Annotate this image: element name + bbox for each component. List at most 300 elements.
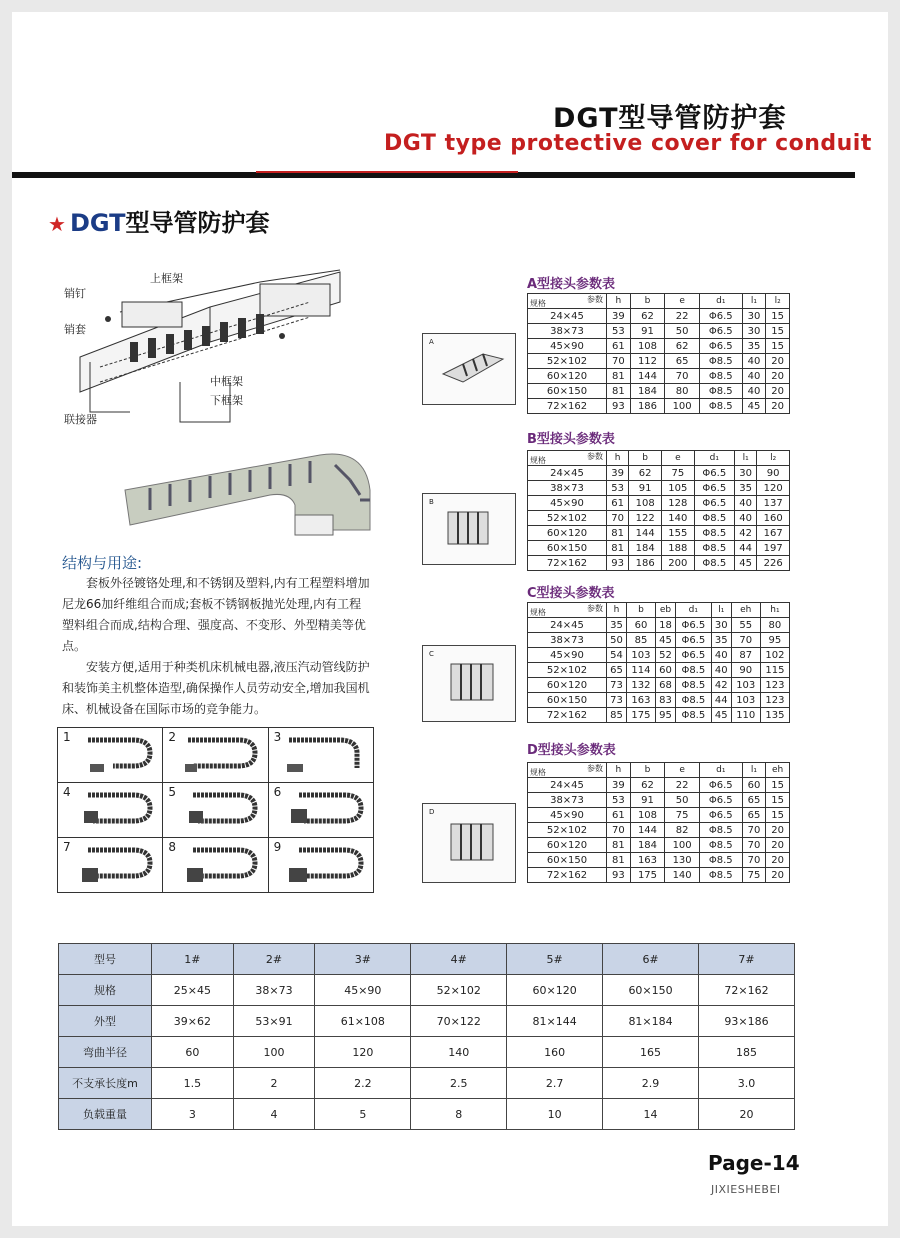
table-row (528, 853, 790, 868)
table-cell: 30 (734, 466, 756, 481)
table-cell: 30 (742, 324, 766, 339)
spec-cell: 185 (699, 1037, 795, 1068)
table-row (528, 309, 790, 324)
spec-cell: 2.9 (603, 1068, 699, 1099)
table-row (528, 354, 790, 369)
spec-row (59, 975, 795, 1006)
layout-number: 7 (63, 840, 71, 854)
spec-cell: 4# (411, 944, 507, 975)
spec-cell: 52×102 (411, 975, 507, 1006)
param-table-d (527, 762, 790, 883)
table-cell: 44 (734, 541, 756, 556)
table-cell: 24×45 (528, 618, 607, 633)
table-header-cell: h (607, 763, 631, 778)
layout-number: 9 (273, 840, 282, 854)
table-cell: Φ8.5 (699, 369, 742, 384)
table-row (528, 663, 790, 678)
layout-cell (58, 838, 163, 893)
table-cell: 167 (757, 526, 790, 541)
param-table-c (527, 602, 790, 723)
table-cell: Φ6.5 (699, 309, 742, 324)
label-sleeve: 销套 (64, 323, 86, 336)
table-cell: 81 (607, 384, 631, 399)
table-header-cell: h (607, 294, 631, 309)
label-pin: 销钉 (64, 287, 86, 300)
table-cell: 122 (629, 511, 662, 526)
layout-cell (268, 728, 373, 783)
table-cell: 54 (607, 648, 627, 663)
table-cell: 186 (629, 556, 662, 571)
table-cell: 60 (656, 663, 676, 678)
table-cell: 175 (630, 868, 665, 883)
table-cell: Φ8.5 (699, 868, 742, 883)
table-cell: Φ8.5 (694, 526, 734, 541)
table-cell: 100 (665, 838, 700, 853)
header-rule-accent (256, 171, 518, 173)
corner-top-label: 参数 (587, 764, 603, 773)
table-cell: 90 (731, 663, 760, 678)
table-cell: 61 (607, 496, 629, 511)
table-cell: 200 (662, 556, 695, 571)
table-header-cell: eh (766, 763, 790, 778)
table-cell: 160 (757, 511, 790, 526)
table-cell: 115 (760, 663, 789, 678)
table-corner-cell (528, 603, 607, 618)
corner-top-label: 参数 (587, 295, 603, 304)
table-cell: 135 (760, 708, 789, 723)
corner-bottom-label: 规格 (530, 299, 546, 308)
table-cell: 50 (665, 324, 700, 339)
spec-cell: 2 (233, 1068, 315, 1099)
table-header-cell: eb (656, 603, 676, 618)
table-cell: 85 (626, 633, 655, 648)
table-cell: 38×73 (528, 324, 607, 339)
spec-cell: 140 (411, 1037, 507, 1068)
table-row (528, 339, 790, 354)
table-cell: 81 (607, 853, 631, 868)
table-cell: 60×120 (528, 369, 607, 384)
table-cell: 40 (742, 384, 766, 399)
table-row (528, 693, 790, 708)
table-cell: 65 (665, 354, 700, 369)
layout-cell (58, 783, 163, 838)
table-cell: 45 (656, 633, 676, 648)
table-cell: 52×102 (528, 354, 607, 369)
table-cell: 93 (607, 399, 631, 414)
table-cell: 45×90 (528, 339, 607, 354)
table-cell: Φ6.5 (694, 466, 734, 481)
table-cell: Φ6.5 (699, 778, 742, 793)
table-cell: 50 (665, 793, 700, 808)
table-cell: Φ8.5 (694, 541, 734, 556)
table-cell: 184 (630, 838, 665, 853)
table-cell: 42 (734, 526, 756, 541)
spec-cell: 5 (315, 1099, 411, 1130)
table-row (528, 618, 790, 633)
table-row (528, 838, 790, 853)
table-cell: 53 (607, 324, 631, 339)
spec-row (59, 1068, 795, 1099)
table-cell: 70 (742, 853, 766, 868)
table-cell: Φ8.5 (694, 556, 734, 571)
table-cell: 123 (760, 678, 789, 693)
connector-b-diagram (422, 493, 516, 565)
connector-c-label: C (429, 650, 434, 658)
table-cell: 144 (629, 526, 662, 541)
table-cell: 30 (711, 618, 731, 633)
section-title-en: DGT (69, 209, 126, 237)
spec-cell: 120 (315, 1037, 411, 1068)
spec-row-label: 外型 (59, 1006, 152, 1037)
table-row (528, 496, 790, 511)
table-cell: 65 (742, 793, 766, 808)
table-cell: 60×150 (528, 384, 607, 399)
table-cell: 30 (742, 309, 766, 324)
table-cell: 144 (630, 369, 665, 384)
table-cell: 42 (711, 678, 731, 693)
table-cell: 24×45 (528, 309, 607, 324)
table-cell: 73 (607, 693, 627, 708)
table-row (528, 466, 790, 481)
spec-cell: 39×62 (152, 1006, 234, 1037)
table-cell: 22 (665, 778, 700, 793)
label-bottom-frame: 下框架 (210, 394, 243, 407)
table-cell: 81 (607, 369, 631, 384)
table-cell: 90 (757, 466, 790, 481)
table-cell: Φ8.5 (699, 384, 742, 399)
spec-cell: 53×91 (233, 1006, 315, 1037)
table-cell: Φ8.5 (675, 678, 711, 693)
table-cell: 120 (757, 481, 790, 496)
connector-d-diagram (422, 803, 516, 883)
table-cell: Φ6.5 (675, 633, 711, 648)
label-connector: 联接器 (64, 413, 97, 426)
table-cell: 197 (757, 541, 790, 556)
table-cell: 44 (711, 693, 731, 708)
table-row (528, 708, 790, 723)
corner-top-label: 参数 (587, 452, 603, 461)
table-cell: 72×162 (528, 708, 607, 723)
table-c-title: C型接头参数表 (527, 586, 615, 601)
table-cell: 108 (629, 496, 662, 511)
table-header-cell: d₁ (699, 294, 742, 309)
table-cell: 70 (742, 838, 766, 853)
table-cell: 163 (630, 853, 665, 868)
table-row (528, 369, 790, 384)
spec-cell: 165 (603, 1037, 699, 1068)
spec-cell: 3 (152, 1099, 234, 1130)
table-cell: 81 (607, 541, 629, 556)
table-cell: 108 (630, 808, 665, 823)
table-cell: Φ8.5 (699, 354, 742, 369)
structure-para-1: 套板外径镀铬处理,和不锈钢及塑料,内有工程塑料增加尼龙66加纤维组合而成;套板不锈钢板抛光处理,内有工程塑料组合而成,结构合理、强度高、不变形、外型精美等优点。 (62, 576, 370, 653)
table-cell: 60 (742, 778, 766, 793)
table-cell: 35 (734, 481, 756, 496)
spec-row-label: 不支承长度m (59, 1068, 152, 1099)
layout-cell (163, 838, 268, 893)
table-cell: 93 (607, 556, 629, 571)
spec-cell: 25×45 (152, 975, 234, 1006)
table-header-cell: l₁ (734, 451, 756, 466)
table-row (528, 678, 790, 693)
table-cell: 15 (766, 793, 790, 808)
connector-a-diagram (422, 333, 516, 405)
spec-cell: 45×90 (315, 975, 411, 1006)
table-cell: 72×162 (528, 556, 607, 571)
spec-cell: 61×108 (315, 1006, 411, 1037)
table-cell: 95 (760, 633, 789, 648)
table-cell: 45×90 (528, 808, 607, 823)
spec-cell: 10 (507, 1099, 603, 1130)
spec-cell: 7# (699, 944, 795, 975)
table-row (528, 481, 790, 496)
structure-title: 结构与用途: (62, 554, 143, 572)
star-icon: ★ (48, 212, 66, 236)
table-cell: 175 (626, 708, 655, 723)
table-cell: 40 (711, 663, 731, 678)
table-cell: Φ6.5 (694, 481, 734, 496)
table-cell: 95 (656, 708, 676, 723)
table-cell: 65 (742, 808, 766, 823)
connector-a-label: A (429, 338, 434, 346)
table-cell: 87 (731, 648, 760, 663)
table-cell: 114 (626, 663, 655, 678)
table-cell: 40 (711, 648, 731, 663)
table-cell: 24×45 (528, 466, 607, 481)
layout-number: 1 (63, 730, 71, 744)
spec-table (58, 943, 795, 1130)
label-top-frame: 上框架 (150, 272, 183, 285)
layout-number: 6 (273, 785, 282, 799)
layout-number: 5 (168, 785, 176, 799)
table-cell: 40 (734, 496, 756, 511)
table-cell: 103 (731, 693, 760, 708)
table-cell: 60×150 (528, 853, 607, 868)
table-cell: 123 (760, 693, 789, 708)
table-cell: 35 (711, 633, 731, 648)
table-cell: 82 (665, 823, 700, 838)
table-cell: 60×120 (528, 678, 607, 693)
page-number: Page-14 (708, 1151, 800, 1175)
table-header-cell: b (630, 294, 665, 309)
corner-top-label: 参数 (587, 604, 603, 613)
table-cell: 40 (742, 369, 766, 384)
table-row (528, 526, 790, 541)
table-cell: 80 (665, 384, 700, 399)
table-cell: 20 (766, 838, 790, 853)
table-cell: Φ6.5 (699, 793, 742, 808)
label-middle-frame: 中框架 (210, 375, 243, 388)
table-cell: 130 (665, 853, 700, 868)
table-header-row (528, 294, 790, 309)
table-cell: 45 (742, 399, 766, 414)
table-cell: 226 (757, 556, 790, 571)
table-cell: 184 (630, 384, 665, 399)
table-row (528, 808, 790, 823)
spec-cell: 60 (152, 1037, 234, 1068)
table-cell: 140 (665, 868, 700, 883)
table-cell: 65 (607, 663, 627, 678)
table-cell: Φ8.5 (675, 708, 711, 723)
table-cell: 39 (607, 309, 631, 324)
table-cell: 110 (731, 708, 760, 723)
table-cell: Φ6.5 (675, 618, 711, 633)
table-row (528, 823, 790, 838)
site-name: JIXIESHEBEI (711, 1183, 781, 1196)
table-cell: Φ8.5 (699, 823, 742, 838)
table-cell: 188 (662, 541, 695, 556)
layout-grid (57, 727, 374, 893)
table-cell: 132 (626, 678, 655, 693)
table-header-cell: l₂ (766, 294, 790, 309)
spec-cell: 1.5 (152, 1068, 234, 1099)
param-table-b (527, 450, 790, 571)
table-cell: 108 (630, 339, 665, 354)
table-cell: 91 (630, 793, 665, 808)
spec-cell: 160 (507, 1037, 603, 1068)
table-cell: 45×90 (528, 496, 607, 511)
table-row (528, 868, 790, 883)
table-cell: 103 (731, 678, 760, 693)
table-cell: 85 (607, 708, 627, 723)
table-b-title: B型接头参数表 (527, 432, 615, 447)
spec-cell: 6# (603, 944, 699, 975)
table-cell: 20 (766, 354, 790, 369)
layout-cell (268, 838, 373, 893)
table-header-cell: d₁ (694, 451, 734, 466)
table-header-cell: b (629, 451, 662, 466)
table-cell: 20 (766, 384, 790, 399)
spec-row-label: 型号 (59, 944, 152, 975)
table-cell: 102 (760, 648, 789, 663)
spec-cell: 60×120 (507, 975, 603, 1006)
table-cell: 91 (629, 481, 662, 496)
table-cell: 137 (757, 496, 790, 511)
spec-cell: 2.7 (507, 1068, 603, 1099)
layout-cell (163, 728, 268, 783)
table-cell: 70 (607, 354, 631, 369)
table-cell: 55 (731, 618, 760, 633)
table-header-cell: e (662, 451, 695, 466)
table-cell: 62 (630, 309, 665, 324)
table-corner-cell (528, 294, 607, 309)
table-cell: 60×150 (528, 541, 607, 556)
table-row (528, 399, 790, 414)
table-cell: 35 (607, 618, 627, 633)
table-cell: 38×73 (528, 481, 607, 496)
spec-row (59, 1006, 795, 1037)
table-cell: 70 (731, 633, 760, 648)
table-cell: 80 (760, 618, 789, 633)
table-header-cell: h (607, 451, 629, 466)
table-cell: 93 (607, 868, 631, 883)
table-header-cell: e (665, 294, 700, 309)
table-header-cell: h₁ (760, 603, 789, 618)
layout-number: 3 (273, 730, 282, 744)
product-photo (120, 430, 380, 540)
table-cell: 52×102 (528, 663, 607, 678)
layout-number: 4 (63, 785, 71, 799)
table-a-title: A型接头参数表 (527, 277, 616, 292)
table-corner-cell (528, 451, 607, 466)
spec-row-label: 弯曲半径 (59, 1037, 152, 1068)
table-cell: 38×73 (528, 793, 607, 808)
table-cell: 15 (766, 324, 790, 339)
table-cell: 68 (656, 678, 676, 693)
spec-cell: 1# (152, 944, 234, 975)
layout-cell (268, 783, 373, 838)
table-cell: 40 (742, 354, 766, 369)
table-cell: Φ6.5 (675, 648, 711, 663)
spec-cell: 100 (233, 1037, 315, 1068)
table-cell: Φ8.5 (694, 511, 734, 526)
spec-cell: 4 (233, 1099, 315, 1130)
table-cell: 18 (656, 618, 676, 633)
table-cell: 140 (662, 511, 695, 526)
table-cell: 20 (766, 853, 790, 868)
table-cell: 81 (607, 838, 631, 853)
spec-row (59, 1099, 795, 1130)
spec-cell: 3.0 (699, 1068, 795, 1099)
table-cell: Φ6.5 (699, 808, 742, 823)
table-cell: 81 (607, 526, 629, 541)
table-cell: 24×45 (528, 778, 607, 793)
structure-para-2: 安装方便,适用于种类机床机械电器,液压汽动管线防护和装饰美主机整体造型,确保操作人员劳动安全,增加我国机床、机械设备在国际市场的竞争能力。 (62, 660, 370, 716)
spec-cell: 2.5 (411, 1068, 507, 1099)
connector-c-diagram (422, 645, 516, 722)
table-cell: 15 (766, 339, 790, 354)
table-row (528, 633, 790, 648)
spec-row (59, 1037, 795, 1068)
table-cell: Φ8.5 (699, 853, 742, 868)
table-cell: 60 (626, 618, 655, 633)
spec-row (59, 944, 795, 975)
table-cell: Φ8.5 (675, 693, 711, 708)
table-cell: 20 (766, 868, 790, 883)
table-header-cell: eh (731, 603, 760, 618)
table-cell: 20 (766, 399, 790, 414)
table-cell: 22 (665, 309, 700, 324)
spec-cell: 81×144 (507, 1006, 603, 1037)
table-cell: 75 (665, 808, 700, 823)
table-header-row (528, 763, 790, 778)
corner-bottom-label: 规格 (530, 608, 546, 617)
table-header-row (528, 451, 790, 466)
table-cell: 70 (665, 369, 700, 384)
table-cell: 62 (630, 778, 665, 793)
table-cell: 52×102 (528, 823, 607, 838)
table-header-cell: l₁ (742, 763, 766, 778)
table-row (528, 648, 790, 663)
spec-cell: 20 (699, 1099, 795, 1130)
table-row (528, 384, 790, 399)
param-table-a (527, 293, 790, 414)
table-cell: 20 (766, 369, 790, 384)
table-header-cell: d₁ (675, 603, 711, 618)
table-cell: 72×162 (528, 399, 607, 414)
table-row (528, 778, 790, 793)
table-header-cell: l₁ (742, 294, 766, 309)
spec-cell: 2.2 (315, 1068, 411, 1099)
spec-cell: 8 (411, 1099, 507, 1130)
table-row (528, 324, 790, 339)
spec-cell: 72×162 (699, 975, 795, 1006)
table-header-row (528, 603, 790, 618)
spec-cell: 38×73 (233, 975, 315, 1006)
table-cell: 60×120 (528, 526, 607, 541)
table-cell: 40 (734, 511, 756, 526)
table-row (528, 793, 790, 808)
